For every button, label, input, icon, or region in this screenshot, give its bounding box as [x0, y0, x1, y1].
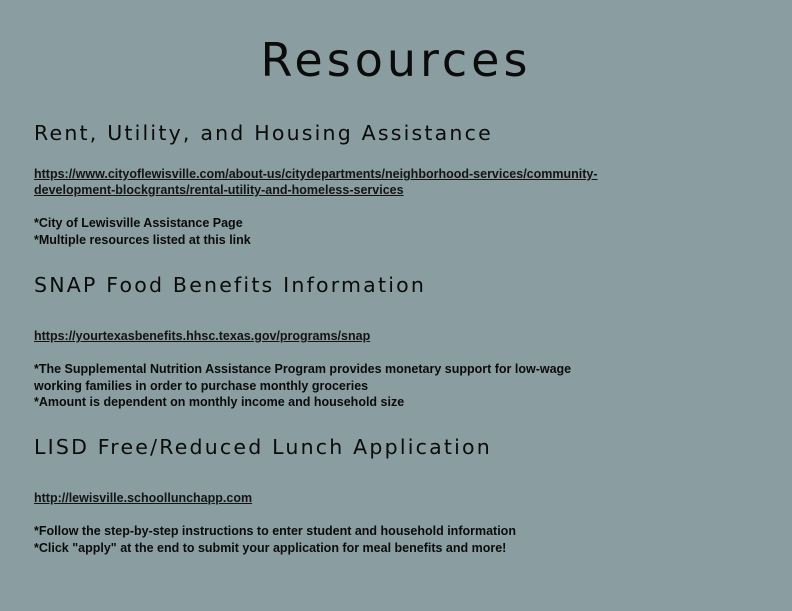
notes-list: [34, 361, 634, 411]
note-item: *Amount is dependent on monthly income and household size: [34, 395, 405, 409]
notes-list: [34, 523, 634, 556]
section-heading: LISD Free/Reduced Lunch Application: [34, 435, 492, 459]
section-snap-food-benefits: [34, 272, 634, 411]
notes-list: [34, 215, 634, 248]
section-rent-utility-housing: [34, 120, 634, 248]
snap-link[interactable]: https://yourtexasbenefits.hhsc.texas.gov/programs/snap: [34, 329, 371, 343]
section-heading: SNAP Food Benefits Information: [34, 273, 427, 297]
section-heading: Rent, Utility, and Housing Assistance: [34, 121, 493, 145]
lunch-app-link[interactable]: http://lewisville.schoollunchapp.com: [34, 491, 253, 505]
page-title: Resources: [260, 33, 532, 87]
note-item: *City of Lewisville Assistance Page: [34, 216, 243, 230]
note-item: *Follow the step-by-step instructions to enter student and household information: [34, 524, 516, 538]
note-item: *Click "apply" at the end to submit your application for meal benefits and more!: [34, 540, 507, 555]
city-assistance-link[interactable]: https://www.cityoflewisville.com/about-us/citydepartments/neighborhood-services/community-development-blockgrants/rental-utility-and-homeless-services: [34, 167, 598, 197]
note-item: *The Supplemental Nutrition Assistance Program provides monetary support for low-wage working families in order to purchase monthly groceries: [34, 362, 572, 393]
section-lisd-lunch-application: [34, 434, 634, 556]
note-item: *Multiple resources listed at this link: [34, 232, 251, 247]
